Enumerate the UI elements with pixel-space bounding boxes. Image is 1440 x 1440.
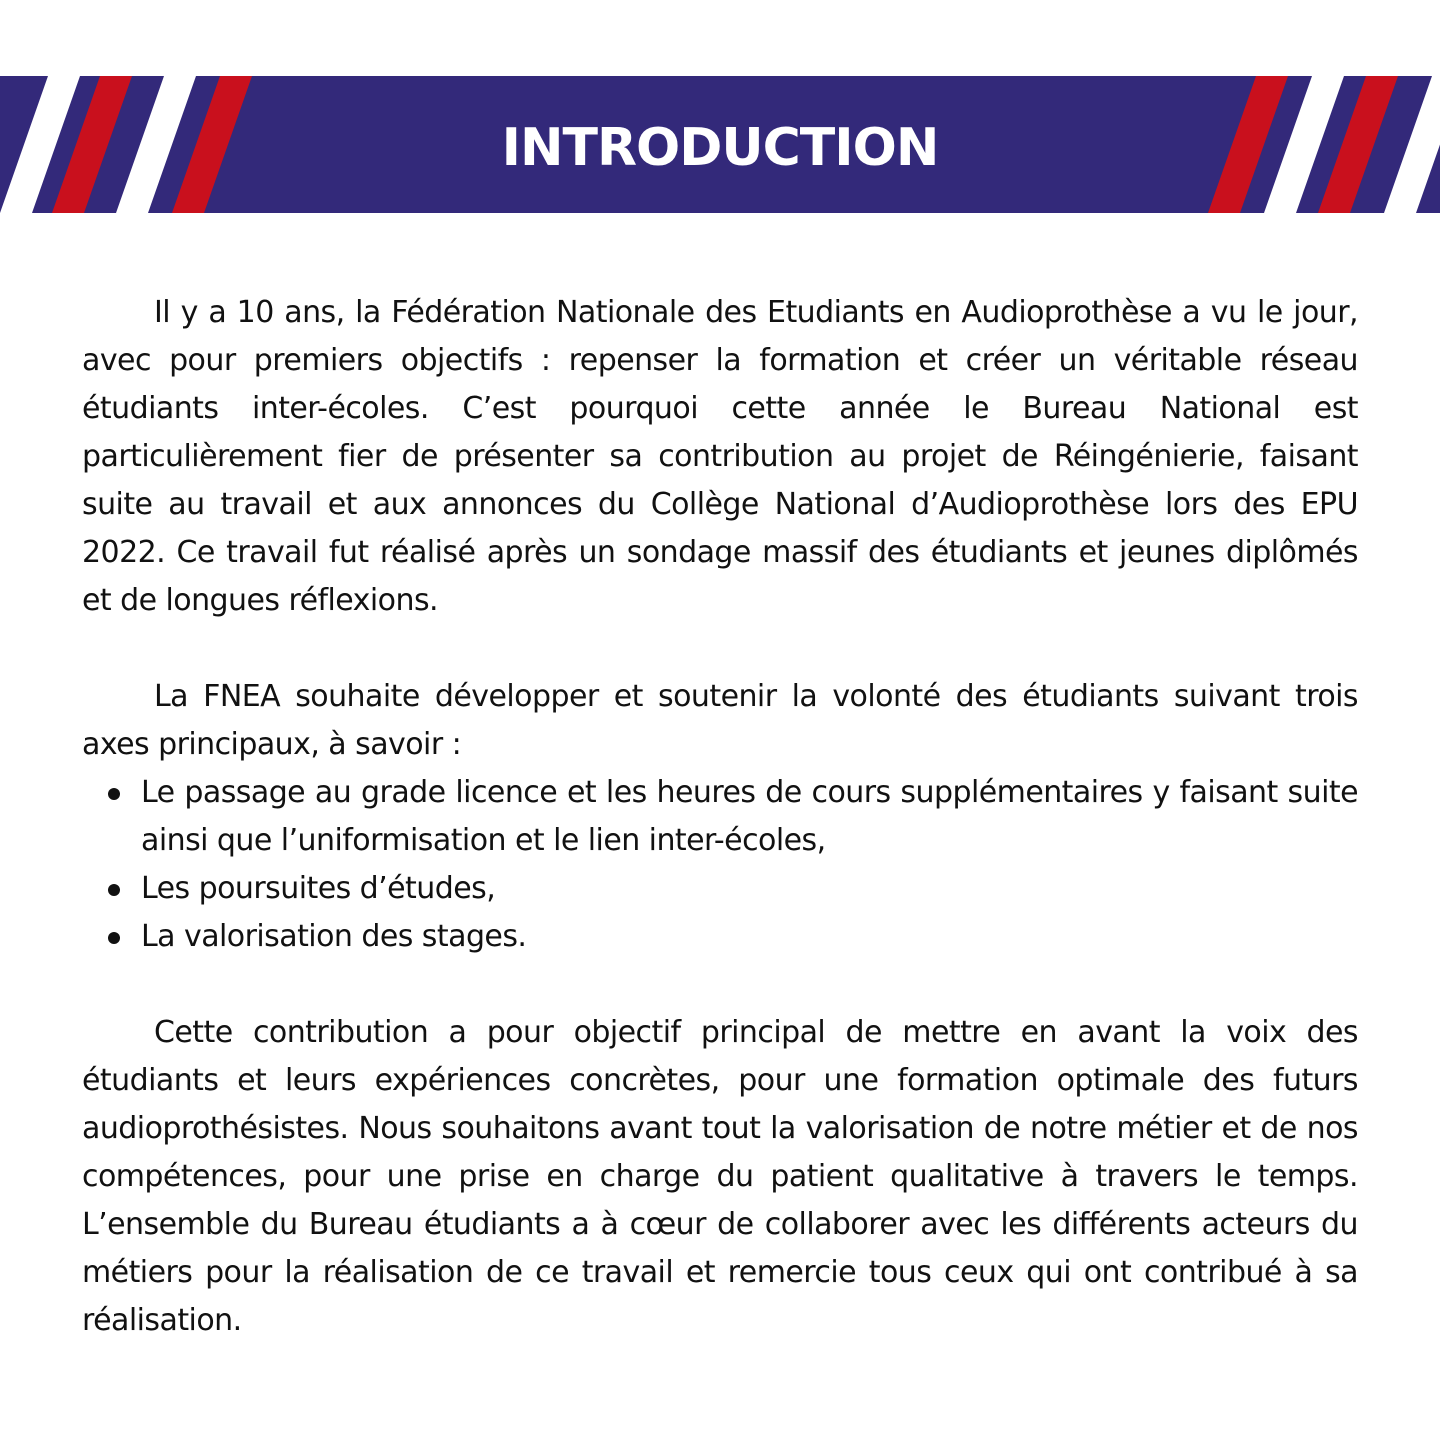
paragraph-spacer (82, 961, 1358, 1009)
list-item (141, 769, 1358, 865)
list-item (141, 865, 1358, 913)
bullet-icon (108, 932, 120, 944)
header-banner (0, 76, 1440, 213)
list-item-text: La valorisation des stages. (141, 919, 527, 954)
list-item-text: Les poursuites d’études, (141, 871, 496, 906)
bullet-icon (108, 788, 120, 800)
introduction-text (82, 289, 1358, 1345)
axes-list (82, 769, 1358, 961)
page-title: INTRODUCTION (501, 118, 939, 178)
bullet-icon (108, 884, 120, 896)
list-item (141, 913, 1358, 961)
paragraph-spacer (82, 625, 1358, 673)
paragraph-objective: Cette contribution a pour objectif principal de mettre en avant la voix des étudiants et leurs expériences concrètes, pour une formation optimale des futurs audioprothésistes. Nous souhaitons avant tout la valorisation de notre métier et de nos compétences, pour une prise en charge du patient qualitative à travers le temps. L’ensemble du Bureau étudiants a à cœur de collaborer avec les différents acteurs du métiers pour la réalisation de ce travail et remercie tous ceux qui ont contribué à sa réalisation. (82, 1015, 1358, 1338)
paragraph-history: Il y a 10 ans, la Fédération Nationale des Etudiants en Audioprothèse a vu le jour, avec pour premiers objectifs : repenser la formation et créer un véritable réseau étudiants inter-écoles. C’est pourquoi cette année le Bureau National est particulièrement fier de présenter sa contribution au projet de Réingénierie, faisant suite au travail et aux annonces du Collège National d’Audioprothèse lors des EPU 2022. Ce travail fut réalisé après un sondage massif des étudiants et jeunes diplômés et de longues réflexions. (82, 295, 1358, 618)
paragraph-axes-intro: La FNEA souhaite développer et soutenir la volonté des étudiants suivant trois axes principaux, à savoir : (82, 679, 1358, 762)
list-item-text: Le passage au grade licence et les heures de cours supplémentaires y faisant suite ainsi que l’uniformisation et le lien inter-écoles, (141, 775, 1358, 858)
